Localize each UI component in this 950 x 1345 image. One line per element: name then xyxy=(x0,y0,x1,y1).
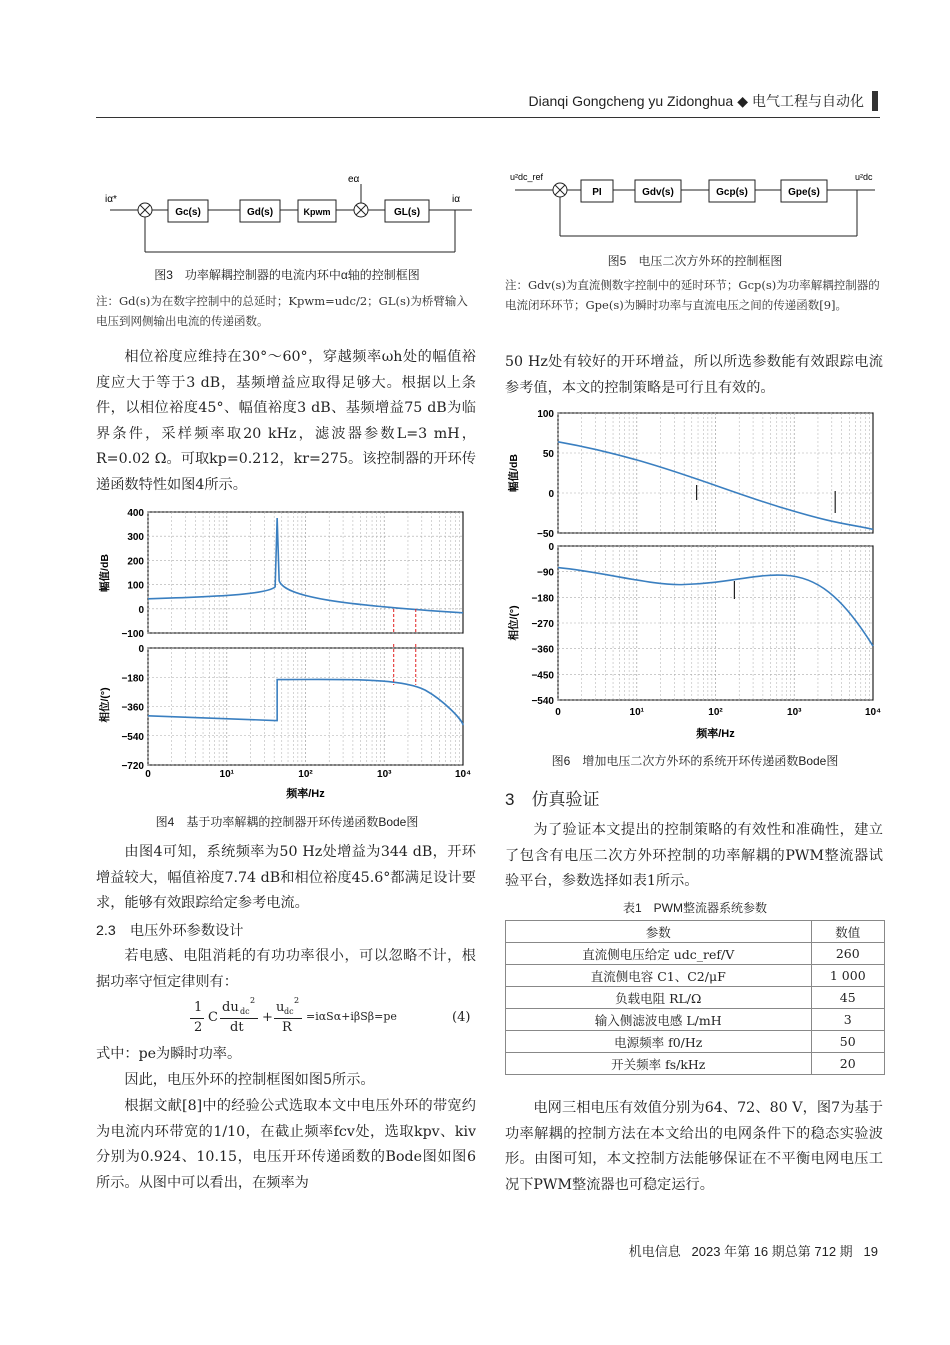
fig6-phase-tick-label: −360 xyxy=(531,644,554,656)
fig4-phase-tick-label: 0 xyxy=(138,644,144,655)
right-para-3: 电网三相电压有效值分别为64、72、80 V，图7为基于功率解耦的控制方法在本文给出的电网条件下的稳态实验波形。由图可知，本文控制方法能够保证在不平衡电网电压工况下PWM整流器也可稳定运行。 xyxy=(505,1100,883,1193)
fig5-diagram xyxy=(505,168,885,248)
fig5-note: 注：Gdv(s)为直流侧数字控制中的延时环节；Gcp(s)为功率解耦控制器的电流闭环环节；Gpe(s)为瞬时功率与直流电压之间的传递函数[9]。 xyxy=(505,278,880,312)
fig5-block-pi: PI xyxy=(592,187,602,198)
fig4-mag-tick-label: 0 xyxy=(138,604,144,616)
fig6-phase-tick-label: 0 xyxy=(548,542,554,553)
fig6-xlabel: 频率/Hz xyxy=(696,728,735,740)
fig5-block-gdv: Gdv(s) xyxy=(642,187,674,198)
fig5-input-label: u²dc_ref xyxy=(510,172,544,182)
fig4-x-tick-label: 10³ xyxy=(377,769,392,780)
header-rule xyxy=(96,117,880,118)
left-para-2: 由图4可知，系统频率为50 Hz处增益为344 dB，开环增益较大，幅值裕度7.74 dB和相位裕度45.6°都满足设计要求，能够有效跟踪给定参考电流。 xyxy=(96,844,476,911)
fig3-block-gl: GL(s) xyxy=(393,207,421,218)
fig3-input-label: iα* xyxy=(105,194,117,205)
left-para-3: 若电感、电阻消耗的有功功率很小，可以忽略不计，根据功率守恒定律则有： xyxy=(96,948,476,990)
fig6-phase-tick-label: −540 xyxy=(531,696,554,707)
fig6-x-tick-label: 10² xyxy=(708,707,723,718)
fig4-mag-ylabel: 幅值/dB xyxy=(99,554,111,592)
fig3-caption: 图3 功率解耦控制器的电流内环中α轴的控制框图 xyxy=(154,268,420,282)
fig4-phase-tick-label: −360 xyxy=(121,702,144,714)
fig6-mag-ylabel: 幅值/dB xyxy=(508,454,520,492)
fig4-mag-tick-label: 100 xyxy=(127,580,144,592)
running-header xyxy=(529,91,878,111)
table-row: 直流侧电容 C1、C2/μF 1 000 xyxy=(506,965,885,987)
fig4-x-tick-label: 0 xyxy=(145,769,151,780)
fig3-note: 注：Gd(s)为在数字控制中的总延时；Kpwm=udc/2；GL(s)为桥臂输入电压到网侧输出电流的传递函数。 xyxy=(96,294,468,328)
fig4-xlabel: 频率/Hz xyxy=(286,788,325,800)
table1-header-value: 数值 xyxy=(811,921,884,943)
fig4-mag-tick-label: 200 xyxy=(127,556,144,568)
fig6-phase-ylabel: 相位/(°) xyxy=(508,605,520,641)
fig6-x-tick-label: 10³ xyxy=(787,707,802,718)
footer-journal: 机电信息 xyxy=(628,1244,681,1259)
right-para-1: 50 Hz处有较好的开环增益，所以所选参数能有效跟踪电流参考值，本文的控制策略是可行且有效的。 xyxy=(505,354,883,396)
fig4-phase-ylabel: 相位/(°) xyxy=(99,687,111,723)
equation-4: 1 2 C du dc 2 dt + u dc 2 R =iαSα+iβSβ=pe (4) xyxy=(190,998,480,1042)
left-para-5: 因此，电压外环的控制框图如图5所示。 xyxy=(124,1072,375,1088)
left-para-6: 根据文献[8]中的经验公式选取本文中电压外环的带宽约为电流内环带宽的1/10，在截止频率fcv处，选取kpv、kiv分别为0.924、10.15，电压开环传递函数的Bode图如图6所示。从图中可以看出，在频率为 xyxy=(96,1098,476,1191)
fig6-mag-tick-label: 100 xyxy=(537,409,554,420)
fig5-block-gcp: Gcp(s) xyxy=(716,187,748,198)
fig6-x-tick-label: 10¹ xyxy=(629,707,644,718)
fig6-bode-chart xyxy=(505,405,885,745)
table1-header-param: 参数 xyxy=(506,921,812,943)
table-row: 直流侧电压给定 udc_ref/V 260 xyxy=(506,943,885,965)
footer-issue: 2023 年第 16 期总第 712 期 xyxy=(691,1244,853,1259)
journal-cn: 电气工程与自动化 xyxy=(752,93,864,109)
fig6-mag-tick-label: 0 xyxy=(548,489,554,500)
fig5-caption: 图5 电压二次方外环的控制框图 xyxy=(607,254,783,268)
fig6-phase-tick-label: −450 xyxy=(531,670,554,682)
fig4-phase-tick-label: −540 xyxy=(121,731,144,743)
fig4-mag-tick-label: 300 xyxy=(127,532,144,544)
fig3-block-gd: Gd(s) xyxy=(246,207,274,218)
table-row: 开关频率 fs/kHz 20 xyxy=(506,1053,885,1075)
fig6-x-tick-label: 10⁴ xyxy=(864,707,882,718)
page-footer xyxy=(629,1241,878,1260)
fig5-block-gpe: Gpe(s) xyxy=(788,187,820,198)
fig6-mag-tick-label: 50 xyxy=(542,449,554,460)
fig3-output-label: iα xyxy=(452,194,461,205)
section-3-heading: 3 仿真验证 xyxy=(505,790,600,809)
section-2-3-heading: 2.3 电压外环参数设计 xyxy=(96,923,244,939)
table1-caption: 表1 PWM整流器系统参数 xyxy=(622,901,767,915)
fig4-mag-tick-label: −100 xyxy=(121,629,144,640)
fig4-bode-chart xyxy=(96,505,476,805)
fig3-block-kpwm: Kpwm xyxy=(303,207,331,217)
fig3-disturb-label: eα xyxy=(348,174,360,185)
fig4-x-tick-label: 10¹ xyxy=(219,769,234,780)
table-row: 输入侧滤波电感 L/mH 3 xyxy=(506,1009,885,1031)
fig3-diagram xyxy=(100,170,485,265)
left-para-4: 式中：pe为瞬时功率。 xyxy=(96,1046,242,1062)
fig4-phase-tick-label: −720 xyxy=(121,761,144,772)
left-para-1: 相位裕度应维持在30°～60°，穿越频率ωh处的幅值裕度应大于等于3 dB，基频增益应取得足够大。根据以上条件，以相位裕度45°、幅值裕度3 dB、基频增益75 dB为临界条件，采样频率取20 kHz，滤波器参数L=3 mH，R=0.02 Ω。可取kp=0.212，kr=275。该控制器的开环传递函数特性如图4所示。 xyxy=(96,349,476,493)
table-row: 电源频率 f0/Hz 50 xyxy=(506,1031,885,1053)
fig4-phase-tick-label: −180 xyxy=(121,673,144,685)
fig6-phase-tick-label: −180 xyxy=(531,593,554,605)
fig6-phase-tick-label: −90 xyxy=(537,567,554,579)
journal-pinyin: Dianqi Gongcheng yu Zidonghua xyxy=(528,93,734,109)
table1 xyxy=(505,920,885,1075)
fig3-block-gc: Gc(s) xyxy=(175,207,201,218)
header-bar xyxy=(872,91,878,111)
fig6-x-tick-label: 0 xyxy=(555,707,561,718)
table-row: 负载电阻 RL/Ω 45 xyxy=(506,987,885,1009)
diamond-icon: ◆ xyxy=(737,92,748,109)
fig6-mag-tick-label: −50 xyxy=(537,529,554,540)
right-para-2: 为了验证本文提出的控制策略的有效性和准确性，建立了包含有电压二次方外环控制的功率解耦的PWM整流器试验平台，参数选择如表1所示。 xyxy=(505,822,883,889)
fig4-x-tick-label: 10² xyxy=(298,769,313,780)
fig4-caption: 图4 基于功率解耦的控制器开环传递函数Bode图 xyxy=(155,815,419,829)
page-number: 19 xyxy=(863,1244,878,1259)
fig4-x-tick-label: 10⁴ xyxy=(454,769,472,780)
fig6-caption: 图6 增加电压二次方外环的系统开环传递函数Bode图 xyxy=(551,754,839,768)
fig5-output-label: u²dc xyxy=(855,172,873,182)
fig4-mag-tick-label: 400 xyxy=(127,508,144,519)
fig6-phase-tick-label: −270 xyxy=(531,619,554,630)
